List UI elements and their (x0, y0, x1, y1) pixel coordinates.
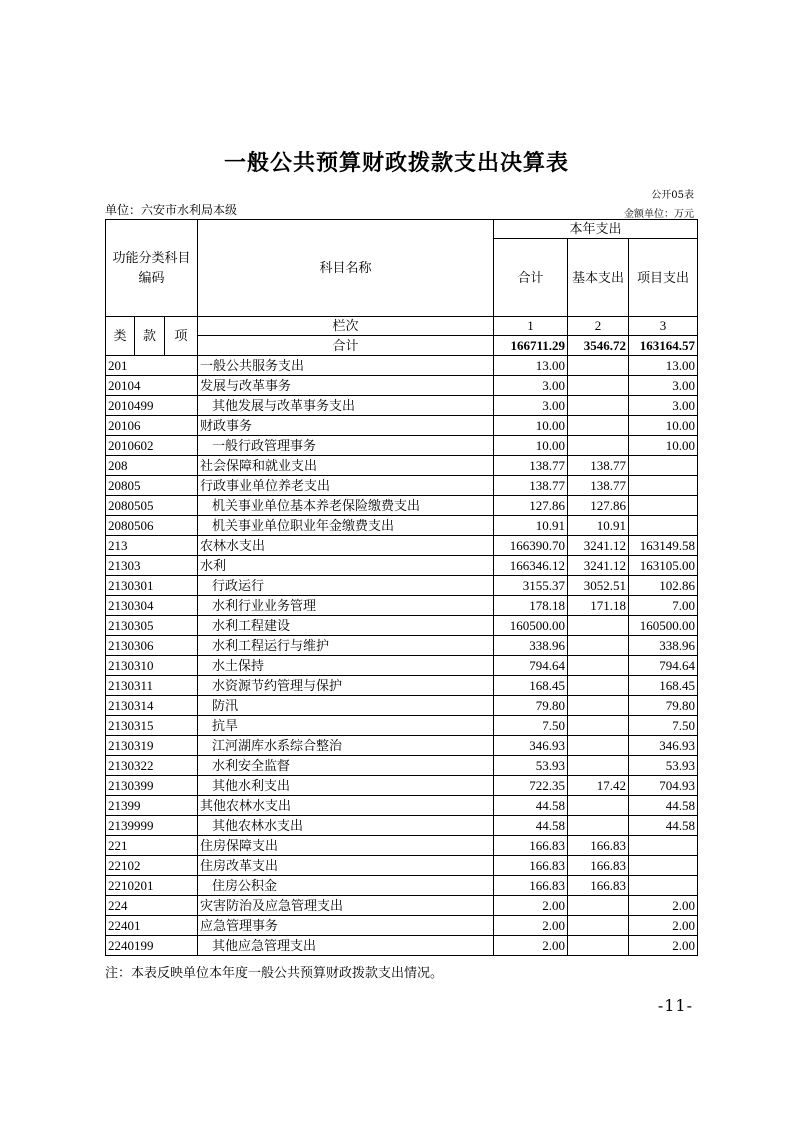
table-row (106, 536, 698, 556)
row-basic: 3241.12 (568, 536, 629, 556)
total-row-label: 合计 (198, 336, 494, 356)
row-basic: 138.77 (568, 456, 629, 476)
row-name: 防汛 (198, 696, 494, 716)
row-basic (568, 816, 629, 836)
row-total: 10.00 (494, 436, 568, 456)
row-project (629, 476, 698, 496)
row-code: 2010602 (106, 436, 198, 456)
row-name: 其他应急管理支出 (198, 936, 494, 956)
row-basic (568, 376, 629, 396)
row-code: 2130315 (106, 716, 198, 736)
row-code: 21303 (106, 556, 198, 576)
total-row-total: 166711.29 (494, 336, 568, 356)
row-total: 44.58 (494, 796, 568, 816)
row-code: 2130322 (106, 756, 198, 776)
row-name: 农林水支出 (198, 536, 494, 556)
row-basic (568, 356, 629, 376)
row-name: 应急管理事务 (198, 916, 494, 936)
total-row-project: 163164.57 (629, 336, 698, 356)
row-total: 794.64 (494, 656, 568, 676)
row-project: 704.93 (629, 776, 698, 796)
row-name: 水资源节约管理与保护 (198, 676, 494, 696)
row-total: 53.93 (494, 756, 568, 776)
row-project: 2.00 (629, 936, 698, 956)
row-project: 2.00 (629, 896, 698, 916)
expenditure-table (105, 219, 698, 956)
table-row (106, 736, 698, 756)
table-row (106, 596, 698, 616)
row-code: 2010499 (106, 396, 198, 416)
header-column-label: 栏次 (198, 317, 494, 336)
row-name: 住房改革支出 (198, 856, 494, 876)
row-basic (568, 756, 629, 776)
row-code: 20104 (106, 376, 198, 396)
table-row (106, 496, 698, 516)
row-total: 3.00 (494, 376, 568, 396)
table-row (106, 416, 698, 436)
header-col-2: 2 (568, 317, 629, 336)
row-basic (568, 436, 629, 456)
table-row (106, 376, 698, 396)
row-basic (568, 616, 629, 636)
row-total: 10.00 (494, 416, 568, 436)
page-title: 一般公共预算财政拨款支出决算表 (223, 151, 569, 176)
form-number: 公开05表 (651, 190, 694, 201)
row-project (629, 456, 698, 476)
row-basic: 17.42 (568, 776, 629, 796)
row-basic: 3241.12 (568, 556, 629, 576)
header-col-3: 3 (629, 317, 698, 336)
row-basic: 127.86 (568, 496, 629, 516)
row-code: 2130304 (106, 596, 198, 616)
row-basic: 166.83 (568, 836, 629, 856)
row-project: 10.00 (629, 416, 698, 436)
row-total: 178.18 (494, 596, 568, 616)
row-project: 163149.58 (629, 536, 698, 556)
row-basic: 3052.51 (568, 576, 629, 596)
row-project (629, 836, 698, 856)
row-basic: 138.77 (568, 476, 629, 496)
amount-unit-label: 金额单位：万元 (624, 209, 694, 220)
row-project: 102.86 (629, 576, 698, 596)
row-project: 168.45 (629, 676, 698, 696)
table-row (106, 476, 698, 496)
row-project: 10.00 (629, 436, 698, 456)
table-row (106, 616, 698, 636)
table-row (106, 436, 698, 456)
row-basic (568, 696, 629, 716)
table-row (106, 556, 698, 576)
row-name: 抗旱 (198, 716, 494, 736)
row-name: 水利工程建设 (198, 616, 494, 636)
row-total: 166346.12 (494, 556, 568, 576)
row-name: 住房公积金 (198, 876, 494, 896)
row-project (629, 856, 698, 876)
row-total: 160500.00 (494, 616, 568, 636)
table-row (106, 936, 698, 956)
row-project (629, 496, 698, 516)
unit-label: 单位：六安市水利局本级 (105, 203, 238, 217)
table-row (106, 636, 698, 656)
header-kuan: 款 (135, 317, 165, 356)
row-code: 2080506 (106, 516, 198, 536)
row-project (629, 516, 698, 536)
row-name: 水利行业业务管理 (198, 596, 494, 616)
row-name: 江河湖库水系综合整治 (198, 736, 494, 756)
row-total: 166.83 (494, 856, 568, 876)
row-basic (568, 896, 629, 916)
table-row (106, 916, 698, 936)
row-code: 224 (106, 896, 198, 916)
row-total: 138.77 (494, 456, 568, 476)
row-code: 2130319 (106, 736, 198, 756)
table-row (106, 776, 698, 796)
row-name: 灾害防治及应急管理支出 (198, 896, 494, 916)
row-code: 20805 (106, 476, 198, 496)
row-name: 财政事务 (198, 416, 494, 436)
table-row (106, 356, 698, 376)
row-project: 3.00 (629, 376, 698, 396)
row-basic (568, 936, 629, 956)
row-project: 346.93 (629, 736, 698, 756)
row-basic: 166.83 (568, 856, 629, 876)
total-row-basic: 3546.72 (568, 336, 629, 356)
row-code: 2080505 (106, 496, 198, 516)
row-project (629, 876, 698, 896)
row-project: 44.58 (629, 796, 698, 816)
row-basic: 10.91 (568, 516, 629, 536)
row-basic (568, 636, 629, 656)
row-name: 发展与改革事务 (198, 376, 494, 396)
row-total: 3155.37 (494, 576, 568, 596)
row-total: 166.83 (494, 836, 568, 856)
row-total: 127.86 (494, 496, 568, 516)
row-code: 201 (106, 356, 198, 376)
row-project: 7.50 (629, 716, 698, 736)
row-code: 2130306 (106, 636, 198, 656)
header-item-name: 科目名称 (198, 220, 494, 317)
table-row (106, 796, 698, 816)
table-row (106, 576, 698, 596)
row-basic (568, 796, 629, 816)
row-total: 2.00 (494, 916, 568, 936)
row-name: 其他农林水支出 (198, 796, 494, 816)
row-code: 22102 (106, 856, 198, 876)
row-name: 其他水利支出 (198, 776, 494, 796)
row-total: 79.80 (494, 696, 568, 716)
row-code: 2130310 (106, 656, 198, 676)
row-name: 水土保持 (198, 656, 494, 676)
table-row (106, 516, 698, 536)
row-basic (568, 656, 629, 676)
row-basic: 166.83 (568, 876, 629, 896)
header-project: 项目支出 (629, 239, 698, 317)
row-name: 机关事业单位职业年金缴费支出 (198, 516, 494, 536)
row-total: 722.35 (494, 776, 568, 796)
row-basic (568, 396, 629, 416)
table-row (106, 716, 698, 736)
row-project: 160500.00 (629, 616, 698, 636)
row-code: 20106 (106, 416, 198, 436)
row-name: 一般行政管理事务 (198, 436, 494, 456)
row-basic (568, 736, 629, 756)
page-number: -11- (657, 996, 693, 1015)
row-code: 2130301 (106, 576, 198, 596)
row-name: 行政运行 (198, 576, 494, 596)
row-name: 住房保障支出 (198, 836, 494, 856)
row-project: 338.96 (629, 636, 698, 656)
row-name: 水利安全监督 (198, 756, 494, 776)
row-project: 7.00 (629, 596, 698, 616)
row-code: 22401 (106, 916, 198, 936)
row-total: 338.96 (494, 636, 568, 656)
header-col-1: 1 (494, 317, 568, 336)
row-project: 2.00 (629, 916, 698, 936)
row-code: 2139999 (106, 816, 198, 836)
row-total: 44.58 (494, 816, 568, 836)
row-total: 346.93 (494, 736, 568, 756)
row-total: 13.00 (494, 356, 568, 376)
row-code: 21399 (106, 796, 198, 816)
row-basic (568, 716, 629, 736)
row-project: 44.58 (629, 816, 698, 836)
row-basic (568, 916, 629, 936)
row-project: 163105.00 (629, 556, 698, 576)
row-code: 2240199 (106, 936, 198, 956)
row-total: 7.50 (494, 716, 568, 736)
table-row (106, 676, 698, 696)
table-row (106, 816, 698, 836)
row-name: 其他发展与改革事务支出 (198, 396, 494, 416)
row-project: 3.00 (629, 396, 698, 416)
header-total: 合计 (494, 239, 568, 317)
row-total: 10.91 (494, 516, 568, 536)
table-row (106, 456, 698, 476)
row-name: 社会保障和就业支出 (198, 456, 494, 476)
row-total: 166390.70 (494, 536, 568, 556)
row-code: 2130311 (106, 676, 198, 696)
table-row (106, 896, 698, 916)
row-name: 行政事业单位养老支出 (198, 476, 494, 496)
row-basic (568, 416, 629, 436)
table-row (106, 696, 698, 716)
row-project: 79.80 (629, 696, 698, 716)
row-code: 208 (106, 456, 198, 476)
header-lei: 类 (106, 317, 135, 356)
row-code: 213 (106, 536, 198, 556)
header-code-group: 功能分类科目编码 (106, 220, 198, 317)
table-row (106, 396, 698, 416)
header-basic: 基本支出 (568, 239, 629, 317)
table-row (106, 856, 698, 876)
table-row (106, 756, 698, 776)
row-name: 水利 (198, 556, 494, 576)
row-code: 2130314 (106, 696, 198, 716)
row-name: 其他农林水支出 (198, 816, 494, 836)
row-basic (568, 676, 629, 696)
table-row (106, 836, 698, 856)
footnote: 注：本表反映单位本年度一般公共预算财政拨款支出情况。 (105, 966, 444, 981)
row-total: 166.83 (494, 876, 568, 896)
row-code: 2130399 (106, 776, 198, 796)
row-name: 水利工程运行与维护 (198, 636, 494, 656)
row-project: 13.00 (629, 356, 698, 376)
row-code: 221 (106, 836, 198, 856)
table-row (106, 876, 698, 896)
row-total: 138.77 (494, 476, 568, 496)
row-total: 2.00 (494, 896, 568, 916)
table-row (106, 656, 698, 676)
row-total: 168.45 (494, 676, 568, 696)
row-name: 机关事业单位基本养老保险缴费支出 (198, 496, 494, 516)
row-total: 3.00 (494, 396, 568, 416)
header-xiang: 项 (165, 317, 198, 356)
row-basic: 171.18 (568, 596, 629, 616)
row-project: 794.64 (629, 656, 698, 676)
row-code: 2130305 (106, 616, 198, 636)
row-code: 2210201 (106, 876, 198, 896)
row-name: 一般公共服务支出 (198, 356, 494, 376)
header-current-year: 本年支出 (494, 220, 698, 239)
row-total: 2.00 (494, 936, 568, 956)
row-project: 53.93 (629, 756, 698, 776)
